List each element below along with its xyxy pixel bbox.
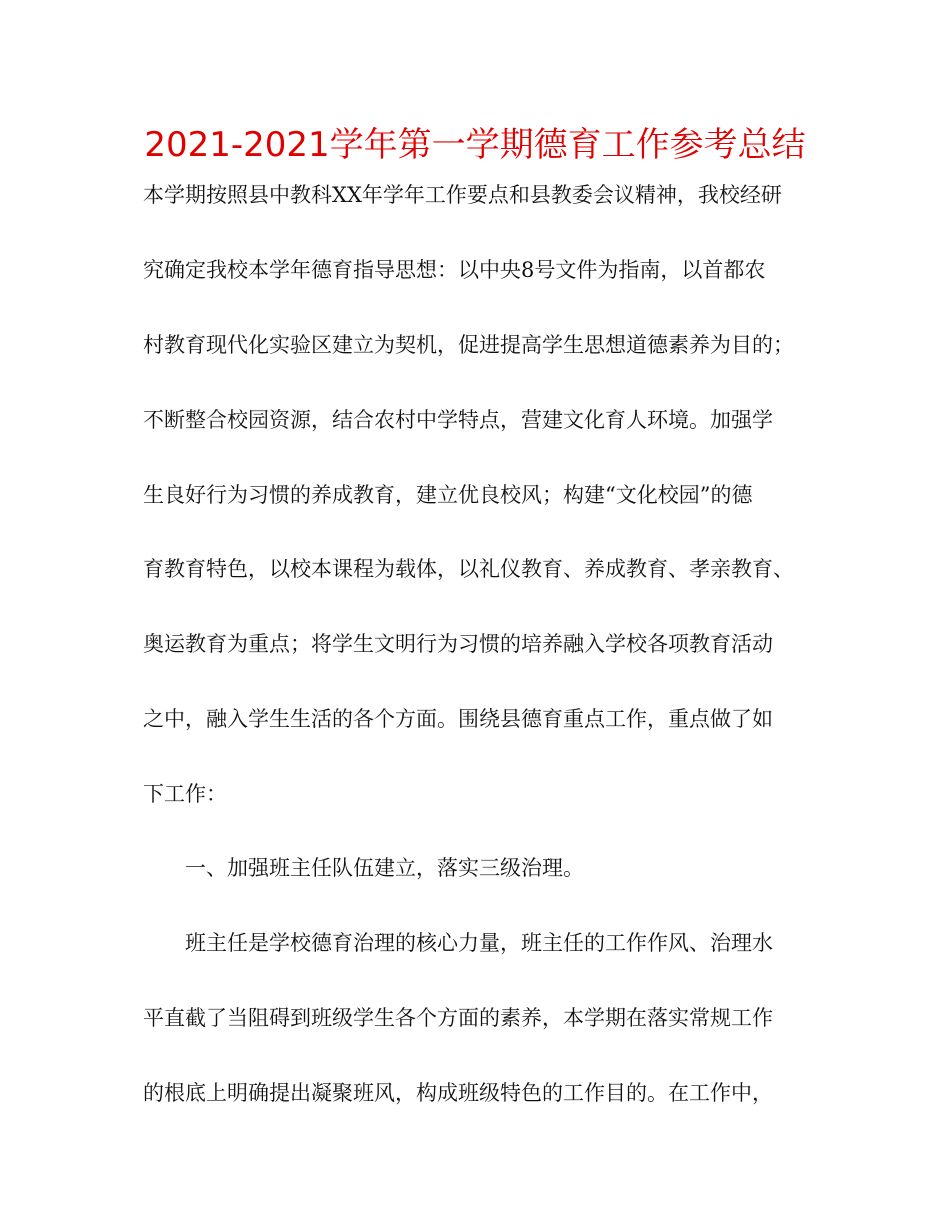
- paragraph-line: 奥运教育为重点；将学生文明行为习惯的培养融入学校各项教育活动: [143, 632, 773, 656]
- paragraph-line: 班主任是学校德育治理的核心力量，班主任的工作作风、治理水: [185, 931, 773, 955]
- paragraph-line: 村教育现代化实验区建立为契机，促进提高学生思想道德素养为目的；: [143, 333, 794, 357]
- paragraph-line: 平直截了当阻碍到班级学生各个方面的素养，本学期在落实常规工作: [143, 1006, 773, 1030]
- document-title: 2021-2021学年第一学期德育工作参考总结: [144, 125, 806, 165]
- paragraph-line: 本学期按照县中教科XX年学年工作要点和县教委会议精神，我校经研: [143, 183, 782, 207]
- paragraph-line: 育教育特色，以校本课程为载体，以礼仪教育、养成教育、孝亲教育、: [143, 557, 794, 581]
- paragraph-line: 生良好行为习惯的养成教育，建立优良校风；构建“文化校园”的德: [143, 483, 753, 507]
- paragraph-line: 之中，融入学生生活的各个方面。围绕县德育重点工作，重点做了如: [143, 707, 773, 731]
- paragraph-line: 的根底上明确提出凝聚班风，构成班级特色的工作目的。在工作中，: [143, 1081, 773, 1105]
- paragraph-line: 究确定我校本学年德育指导思想：以中央8号文件为指南，以首都农: [143, 258, 766, 282]
- paragraph-line: 不断整合校园资源，结合农村中学特点，营建文化育人环境。加强学: [143, 408, 773, 432]
- section-heading: 一、加强班主任队伍建立，落实三级治理。: [185, 856, 584, 880]
- paragraph-line: 下工作：: [143, 782, 227, 806]
